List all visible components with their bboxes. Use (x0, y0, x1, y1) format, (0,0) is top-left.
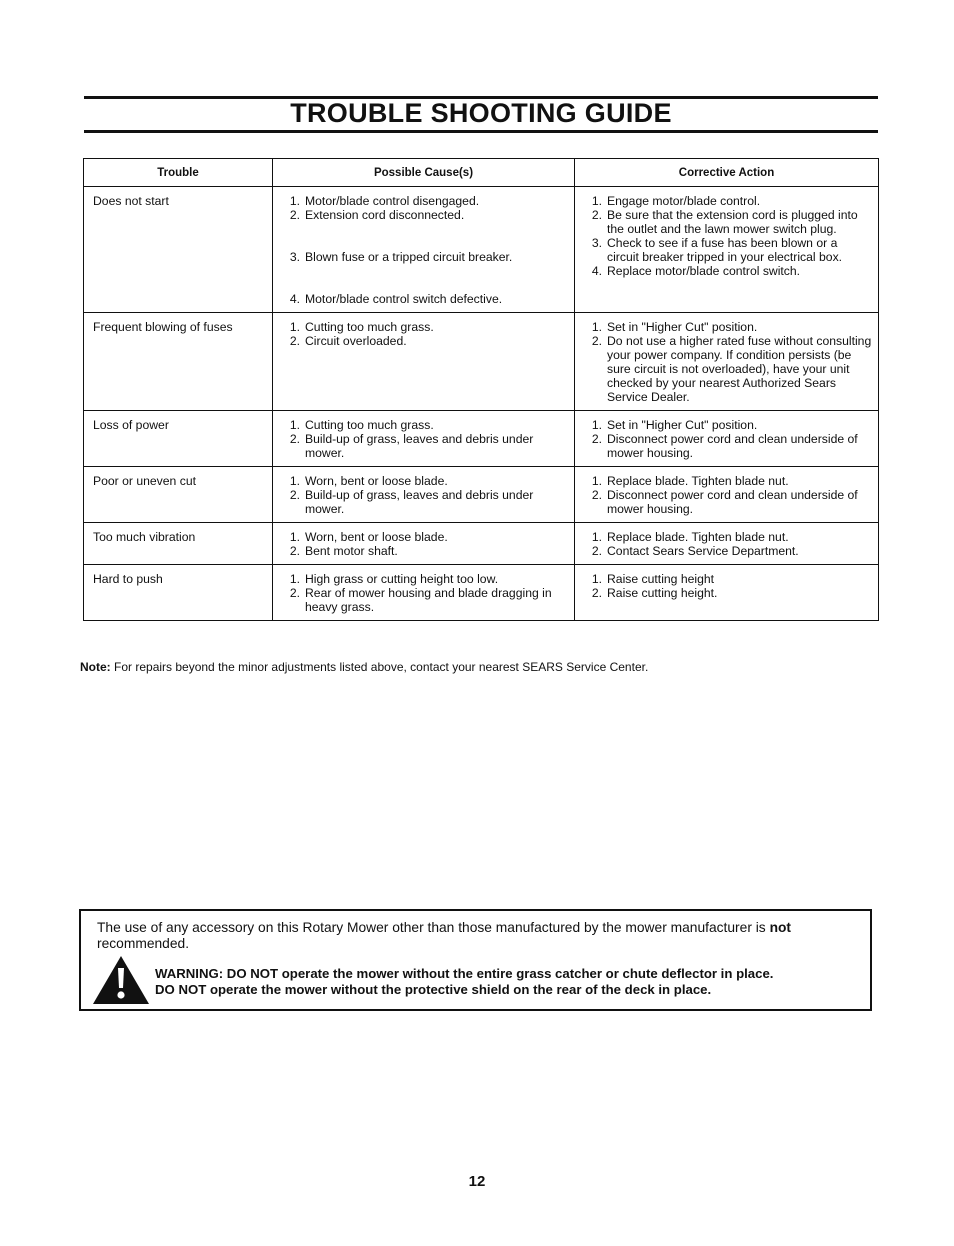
cause-item (282, 278, 568, 292)
cause-number: 1. (289, 194, 300, 208)
cause-number: 2. (289, 586, 300, 600)
cause-text: Motor/blade control switch defective. (305, 292, 503, 306)
warning-text (155, 966, 773, 998)
cause-text: Circuit overloaded. (305, 334, 407, 348)
action-text: Contact Sears Service Department. (607, 544, 799, 558)
action-item (584, 530, 872, 544)
action-number: 4. (591, 264, 602, 278)
page-number: 12 (468, 1173, 486, 1190)
warning-triangle-icon (91, 954, 151, 1006)
cause-text (305, 278, 568, 292)
cause-number: 2. (289, 544, 300, 558)
cause-cell (273, 523, 575, 565)
action-item (584, 572, 872, 586)
action-item (584, 334, 872, 404)
cause-number: 1. (289, 474, 300, 488)
cause-number: 2. (289, 208, 300, 222)
action-text: Raise cutting height (607, 572, 715, 586)
trouble-cell: Frequent blowing of fuses (84, 313, 273, 411)
action-number: 1. (591, 572, 602, 586)
cause-text: Motor/blade control disengaged. (305, 194, 480, 208)
warning-line-2: DO NOT operate the mower without the protective shield on the rear of the deck in place. (155, 982, 712, 997)
table-row (84, 411, 879, 467)
cause-item (282, 572, 568, 586)
action-item (584, 208, 872, 236)
action-cell (575, 523, 879, 565)
action-item (584, 474, 872, 488)
action-cell (575, 187, 879, 313)
cause-number (282, 222, 305, 236)
action-text: Replace blade. Tighten blade nut. (607, 530, 789, 544)
cause-cell (273, 411, 575, 467)
cause-number: 1. (289, 320, 300, 334)
cause-number: 2. (289, 488, 300, 502)
table-row (84, 523, 879, 565)
action-text: Disconnect power cord and clean underside of mower housing. (607, 488, 858, 516)
cause-text: Rear of mower housing and blade dragging in heavy grass. (305, 586, 552, 614)
cause-item (282, 264, 568, 278)
accessory-notice (97, 920, 857, 952)
note-label: Note: (80, 660, 111, 674)
action-number: 2. (591, 544, 602, 558)
accessory-end: recommended. (97, 936, 190, 951)
note-text: For repairs beyond the minor adjustments listed above, contact your nearest SEARS Service Center. (114, 660, 649, 674)
cause-text: Cutting too much grass. (305, 320, 434, 334)
warning-box (79, 909, 872, 1011)
action-cell (575, 467, 879, 523)
cause-cell (273, 467, 575, 523)
page-title: TROUBLE SHOOTING GUIDE (290, 98, 672, 128)
header-corrective-action: Corrective Action (575, 159, 879, 187)
cause-cell (273, 565, 575, 621)
warning-line-1: WARNING: DO NOT operate the mower without the entire grass catcher or chute deflector in place. (155, 966, 774, 981)
table-row (84, 467, 879, 523)
action-item (584, 194, 872, 208)
trouble-cell: Does not start (84, 187, 273, 313)
action-cell (575, 411, 879, 467)
cause-number: 2. (289, 334, 300, 348)
action-cell (575, 313, 879, 411)
cause-text: Build-up of grass, leaves and debris under mower. (305, 488, 534, 516)
action-text: Be sure that the extension cord is plugged into the outlet and the lawn mower switch plug. (607, 208, 858, 236)
cause-number: 1. (289, 418, 300, 432)
cause-text (305, 236, 568, 250)
cause-text (305, 264, 568, 278)
action-text: Replace motor/blade control switch. (607, 264, 801, 278)
action-text: Check to see if a fuse has been blown or a circuit breaker tripped in your electrical box. (607, 236, 843, 264)
action-item (584, 488, 872, 516)
action-number: 2. (591, 208, 602, 222)
cause-item (282, 474, 568, 488)
cause-number (282, 236, 305, 250)
action-item (584, 544, 872, 558)
cause-text: Bent motor shaft. (305, 544, 398, 558)
action-number: 2. (591, 488, 602, 502)
action-number: 3. (591, 236, 602, 250)
cause-item (282, 194, 568, 208)
action-item (584, 418, 872, 432)
action-text: Do not use a higher rated fuse without consulting your power company. If condition persists (be sure circuit is not overloaded), have your unit checked by your nearest Authorized Sears Service Dealer. (607, 334, 872, 404)
note (80, 660, 648, 674)
cause-item (282, 586, 568, 614)
action-cell (575, 565, 879, 621)
action-text: Set in "Higher Cut" position. (607, 418, 758, 432)
cause-text: Extension cord disconnected. (305, 208, 465, 222)
cause-item (282, 208, 568, 222)
cause-item (282, 432, 568, 460)
cause-item (282, 418, 568, 432)
cause-item (282, 544, 568, 558)
trouble-cell: Loss of power (84, 411, 273, 467)
cause-text: Worn, bent or loose blade. (305, 530, 448, 544)
cause-item (282, 236, 568, 250)
cause-item (282, 334, 568, 348)
header-possible-causes: Possible Cause(s) (273, 159, 575, 187)
cause-text: High grass or cutting height too low. (305, 572, 499, 586)
cause-item (282, 250, 568, 264)
action-item (584, 236, 872, 264)
cause-number: 1. (289, 530, 300, 544)
accessory-text: The use of any accessory on this Rotary Mower other than those manufactured by the mower manufacturer is (97, 920, 766, 935)
cause-item (282, 320, 568, 334)
action-number: 2. (591, 432, 602, 446)
title-bottom-rule (84, 130, 878, 133)
cause-item (282, 488, 568, 516)
action-number: 1. (591, 474, 602, 488)
cause-text: Cutting too much grass. (305, 418, 434, 432)
cause-number: 2. (289, 432, 300, 446)
trouble-shooting-table (83, 158, 879, 621)
cause-number: 4. (289, 292, 300, 306)
action-text: Disconnect power cord and clean underside of mower housing. (607, 432, 858, 460)
action-number: 1. (591, 320, 602, 334)
action-item (584, 264, 872, 278)
cause-number (282, 278, 305, 292)
trouble-cell: Poor or uneven cut (84, 467, 273, 523)
action-text: Set in "Higher Cut" position. (607, 320, 758, 334)
cause-number: 3. (289, 250, 300, 264)
cause-item (282, 530, 568, 544)
action-item (584, 432, 872, 460)
cause-text: Build-up of grass, leaves and debris under mower. (305, 432, 534, 460)
table-header-row (84, 159, 879, 187)
cause-text: Blown fuse or a tripped circuit breaker. (305, 250, 513, 264)
action-text: Replace blade. Tighten blade nut. (607, 474, 789, 488)
action-item (584, 586, 872, 600)
action-text: Engage motor/blade control. (607, 194, 761, 208)
table-row (84, 313, 879, 411)
accessory-not: not (769, 920, 792, 935)
header-trouble: Trouble (84, 159, 273, 187)
table-body (84, 187, 879, 621)
action-number: 1. (591, 194, 602, 208)
table-row (84, 565, 879, 621)
action-number: 2. (591, 586, 602, 600)
cause-cell (273, 187, 575, 313)
cause-number: 1. (289, 572, 300, 586)
cause-number (282, 264, 305, 278)
trouble-cell: Too much vibration (84, 523, 273, 565)
cause-cell (273, 313, 575, 411)
action-number: 2. (591, 334, 602, 348)
table-row (84, 187, 879, 313)
trouble-cell: Hard to push (84, 565, 273, 621)
action-text: Raise cutting height. (607, 586, 718, 600)
cause-text (305, 222, 568, 236)
action-number: 1. (591, 530, 602, 544)
cause-text: Worn, bent or loose blade. (305, 474, 448, 488)
action-number: 1. (591, 418, 602, 432)
action-item (584, 320, 872, 334)
cause-item (282, 222, 568, 236)
cause-item (282, 292, 568, 306)
